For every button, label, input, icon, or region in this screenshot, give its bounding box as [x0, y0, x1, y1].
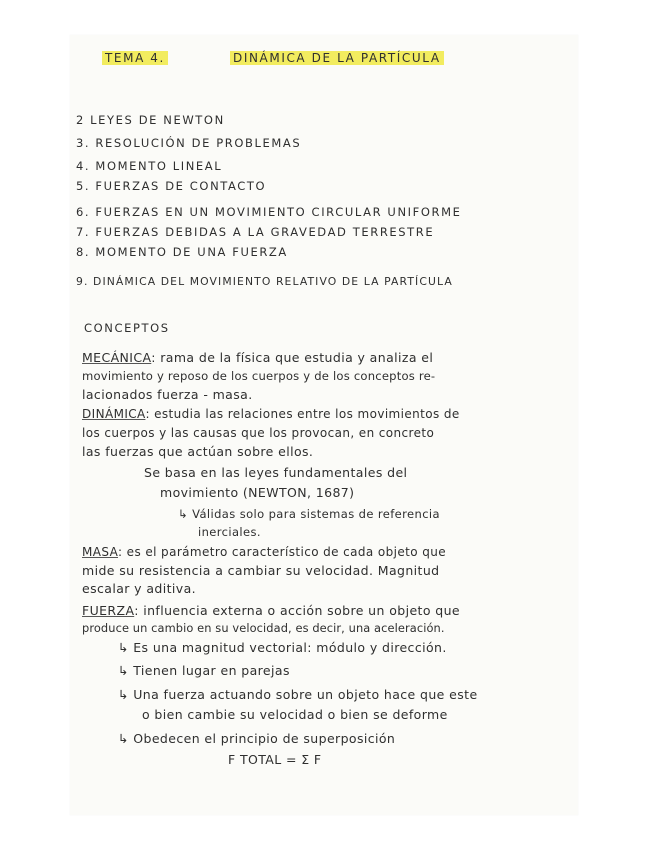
mecanica-line-1: [82, 350, 433, 365]
fuerza-bullet: ↳ Tienen lugar en parejas: [118, 663, 290, 678]
fuerza-formula: F TOTAL = Σ F: [228, 752, 322, 767]
index-item: 5. FUERZAS DE CONTACTO: [76, 179, 267, 193]
tema-label: [102, 51, 168, 65]
fuerza-line-2: produce un cambio en su velocidad, es decir, una aceleración.: [82, 621, 445, 635]
dinamica-sub-3: ↳ Válidas solo para sistemas de referencia: [178, 507, 440, 521]
tema-highlight: TEMA 4.: [102, 51, 168, 65]
dinamica-def: : estudia las relaciones entre los movimientos de: [145, 407, 460, 421]
fuerza-bullet-cont: o bien cambie su velocidad o bien se deforme: [142, 707, 448, 722]
fuerza-term: FUERZA: [82, 603, 135, 618]
fuerza-bullet: ↳ Obedecen el principio de superposición: [118, 731, 396, 746]
dinamica-line-1: [82, 407, 460, 421]
conceptos-heading: CONCEPTOS: [84, 321, 170, 335]
index-item: 4. MOMENTO LINEAL: [76, 159, 223, 173]
index-item: 9. DINÁMICA DEL MOVIMIENTO RELATIVO DE LA PARTÍCULA: [76, 275, 453, 288]
masa-line-3: escalar y aditiva.: [82, 581, 197, 596]
fuerza-bullet: ↳ Una fuerza actuando sobre un objeto hace que este: [118, 687, 478, 702]
dinamica-sub-4: inerciales.: [198, 525, 261, 539]
masa-term: MASA: [82, 545, 119, 559]
notebook-page: [70, 35, 578, 815]
dinamica-sub-1: Se basa en las leyes fundamentales del: [144, 465, 408, 480]
index-item: 6. FUERZAS EN UN MOVIMIENTO CIRCULAR UNIFORME: [76, 205, 462, 219]
mecanica-line-2: movimiento y reposo de los cuerpos y de los conceptos re-: [82, 369, 436, 383]
index-item: 8. MOMENTO DE UNA FUERZA: [76, 245, 288, 259]
title-highlight: DINÁMICA DE LA PARTÍCULA: [230, 51, 444, 65]
mecanica-def: : rama de la física que estudia y analiza el: [151, 350, 434, 365]
fuerza-line-1: [82, 603, 460, 618]
page-title: [230, 51, 444, 65]
masa-line-1: [82, 545, 446, 559]
masa-def: : es el parámetro característico de cada objeto que: [118, 545, 447, 559]
dinamica-line-3: las fuerzas que actúan sobre ellos.: [82, 444, 314, 459]
dinamica-line-2: los cuerpos y las causas que los provocan, en concreto: [82, 426, 435, 440]
index-item: 7. FUERZAS DEBIDAS A LA GRAVEDAD TERRESTRE: [76, 225, 435, 239]
mecanica-line-3: lacionados fuerza - masa.: [82, 387, 253, 402]
dinamica-sub-2: movimiento (NEWTON, 1687): [160, 485, 355, 500]
dinamica-term: DINÁMICA: [82, 407, 146, 421]
masa-line-2: mide su resistencia a cambiar su velocidad. Magnitud: [82, 563, 440, 578]
mecanica-term: MECÁNICA: [82, 350, 152, 365]
fuerza-def: : influencia externa o acción sobre un objeto que: [134, 603, 461, 618]
index-item: 2 LEYES DE NEWTON: [76, 113, 225, 127]
index-item: 3. RESOLUCIÓN DE PROBLEMAS: [76, 136, 302, 150]
fuerza-bullet: ↳ Es una magnitud vectorial: módulo y dirección.: [118, 640, 447, 655]
